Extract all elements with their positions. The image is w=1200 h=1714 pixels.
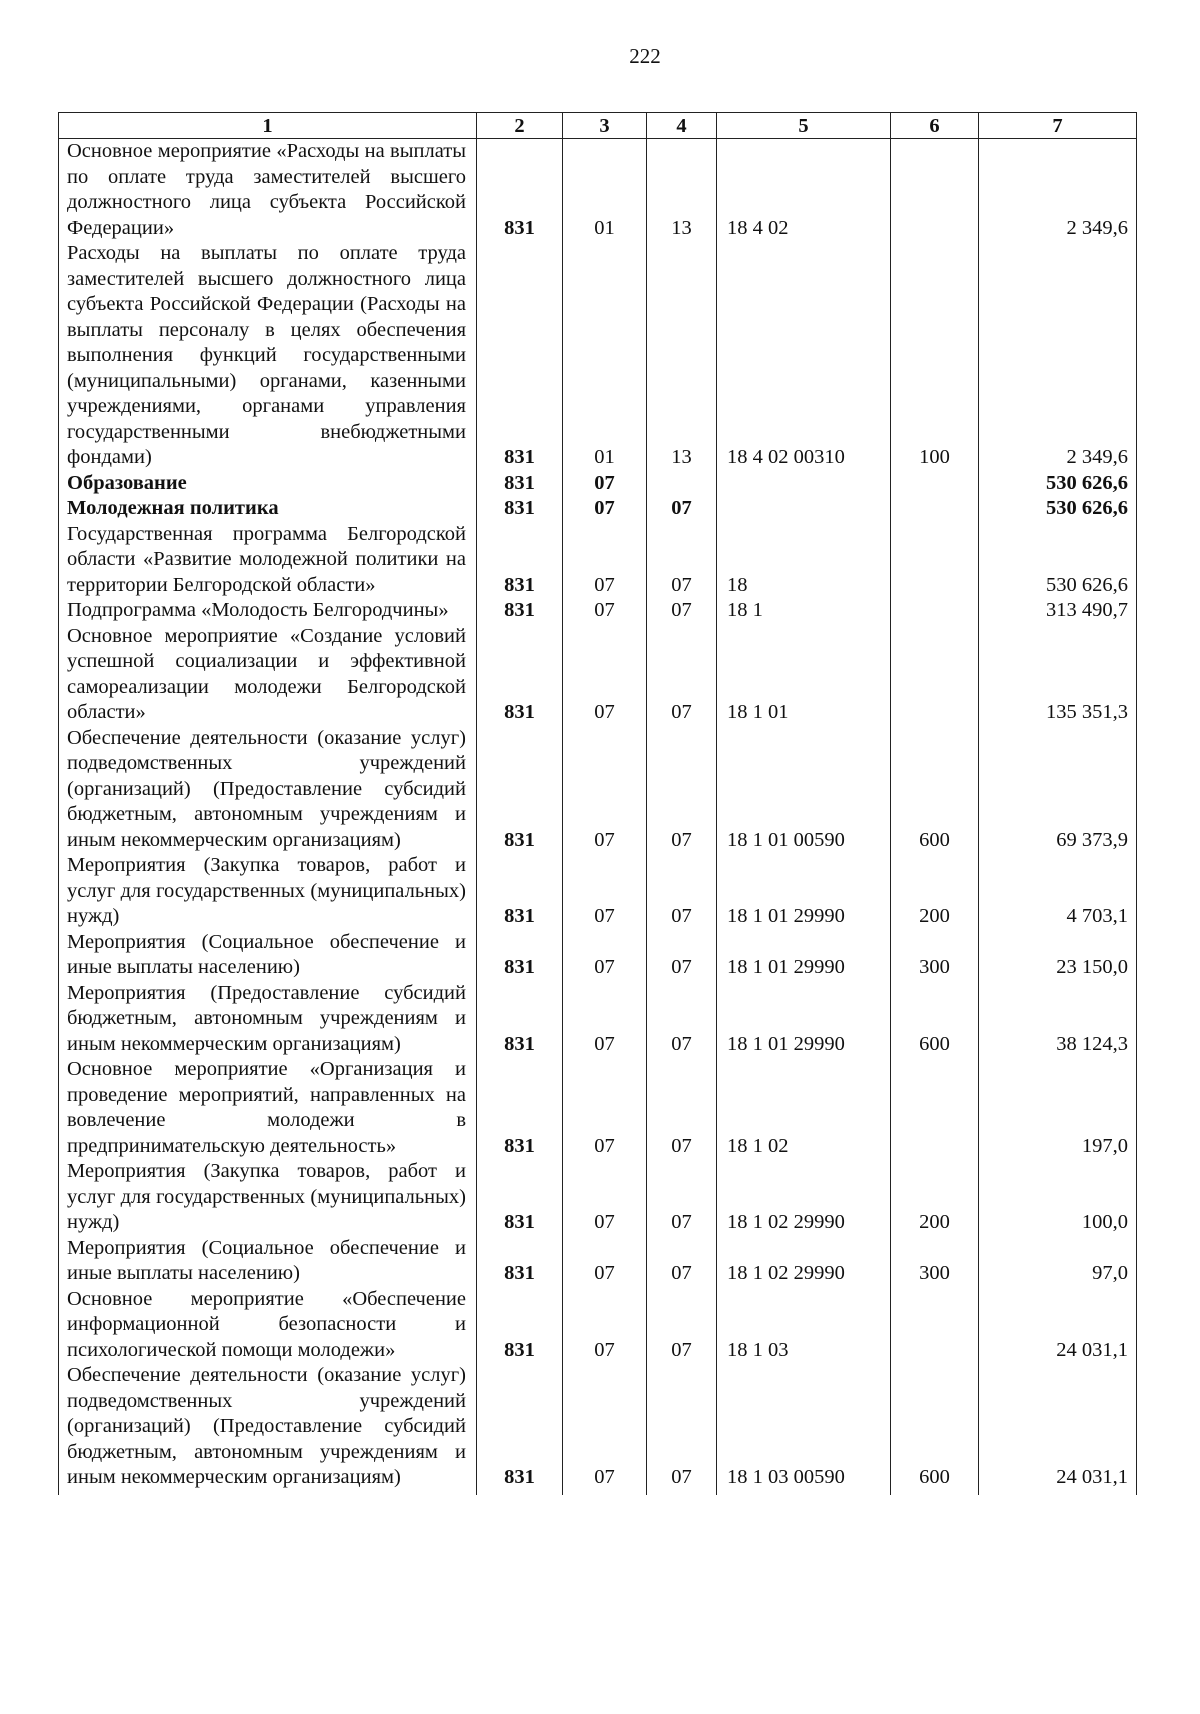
row-amount: 313 490,7 bbox=[979, 598, 1137, 624]
row-vr: 600 bbox=[891, 1363, 979, 1495]
row-razdel: 07 bbox=[563, 930, 647, 981]
row-podrazdel: 07 bbox=[647, 1363, 717, 1495]
row-amount: 197,0 bbox=[979, 1057, 1137, 1159]
table-row bbox=[59, 139, 1137, 242]
row-csr: 18 bbox=[717, 522, 891, 599]
row-vr bbox=[891, 1057, 979, 1159]
row-csr: 18 1 03 bbox=[717, 1287, 891, 1364]
table-row bbox=[59, 1057, 1137, 1159]
row-csr: 18 1 01 00590 bbox=[717, 726, 891, 854]
row-admin: 831 bbox=[477, 496, 563, 522]
table-row bbox=[59, 853, 1137, 930]
row-podrazdel: 07 bbox=[647, 1159, 717, 1236]
row-podrazdel bbox=[647, 471, 717, 497]
row-razdel: 07 bbox=[563, 726, 647, 854]
row-razdel: 07 bbox=[563, 598, 647, 624]
row-csr: 18 4 02 bbox=[717, 139, 891, 242]
row-razdel: 07 bbox=[563, 1057, 647, 1159]
table-row bbox=[59, 1363, 1137, 1495]
row-vr bbox=[891, 1287, 979, 1364]
row-csr: 18 1 02 bbox=[717, 1057, 891, 1159]
table-row bbox=[59, 981, 1137, 1058]
row-vr: 300 bbox=[891, 1236, 979, 1287]
table-row bbox=[59, 471, 1137, 497]
budget-table bbox=[58, 112, 1137, 1495]
table-row bbox=[59, 496, 1137, 522]
header-col-6: 6 bbox=[891, 113, 979, 139]
row-csr: 18 1 bbox=[717, 598, 891, 624]
row-name: Основное мероприятие «Обеспечение информационной безопасности и психологической помощи молодежи» bbox=[59, 1287, 477, 1364]
row-admin: 831 bbox=[477, 139, 563, 242]
row-admin: 831 bbox=[477, 241, 563, 471]
row-admin: 831 bbox=[477, 471, 563, 497]
row-podrazdel: 07 bbox=[647, 1287, 717, 1364]
row-csr: 18 1 01 29990 bbox=[717, 853, 891, 930]
row-amount: 135 351,3 bbox=[979, 624, 1137, 726]
row-name: Обеспечение деятельности (оказание услуг) подведомственных учреждений (организаций) (Предоставление субсидий бюджетным, автономным учреждениям и иным некоммерческим организациям) bbox=[59, 726, 477, 854]
row-podrazdel: 07 bbox=[647, 1057, 717, 1159]
row-razdel: 07 bbox=[563, 981, 647, 1058]
table-row bbox=[59, 624, 1137, 726]
row-amount: 24 031,1 bbox=[979, 1287, 1137, 1364]
row-name: Мероприятия (Предоставление субсидий бюджетным, автономным учреждениям и иным некоммерческим организациям) bbox=[59, 981, 477, 1058]
row-podrazdel: 07 bbox=[647, 726, 717, 854]
row-name: Молодежная политика bbox=[59, 496, 477, 522]
row-podrazdel: 07 bbox=[647, 624, 717, 726]
header-col-3: 3 bbox=[563, 113, 647, 139]
row-podrazdel: 13 bbox=[647, 241, 717, 471]
row-name: Мероприятия (Социальное обеспечение и иные выплаты населению) bbox=[59, 930, 477, 981]
row-vr bbox=[891, 471, 979, 497]
row-vr: 200 bbox=[891, 1159, 979, 1236]
row-admin: 831 bbox=[477, 930, 563, 981]
row-name: Обеспечение деятельности (оказание услуг) подведомственных учреждений (организаций) (Предоставление субсидий бюджетным, автономным учреждениям и иным некоммерческим организациям) bbox=[59, 1363, 477, 1495]
table-row bbox=[59, 1287, 1137, 1364]
row-admin: 831 bbox=[477, 598, 563, 624]
row-csr: 18 4 02 00310 bbox=[717, 241, 891, 471]
table-row bbox=[59, 522, 1137, 599]
row-razdel: 01 bbox=[563, 241, 647, 471]
row-razdel: 07 bbox=[563, 1159, 647, 1236]
row-amount: 24 031,1 bbox=[979, 1363, 1137, 1495]
row-vr bbox=[891, 496, 979, 522]
row-name: Расходы на выплаты по оплате труда заместителей высшего должностного лица субъекта Российской Федерации (Расходы на выплаты персоналу в целях обеспечения выполнения функций государственными (муниципальными) органами, казенными учреждениями, органами управления государственными внебюджетными фондами) bbox=[59, 241, 477, 471]
row-amount: 97,0 bbox=[979, 1236, 1137, 1287]
row-admin: 831 bbox=[477, 1363, 563, 1495]
row-csr: 18 1 01 29990 bbox=[717, 981, 891, 1058]
row-amount: 530 626,6 bbox=[979, 522, 1137, 599]
row-podrazdel: 07 bbox=[647, 981, 717, 1058]
row-vr bbox=[891, 522, 979, 599]
row-csr: 18 1 03 00590 bbox=[717, 1363, 891, 1495]
row-admin: 831 bbox=[477, 522, 563, 599]
row-podrazdel: 07 bbox=[647, 930, 717, 981]
row-admin: 831 bbox=[477, 726, 563, 854]
row-amount: 530 626,6 bbox=[979, 496, 1137, 522]
row-admin: 831 bbox=[477, 1159, 563, 1236]
row-razdel: 07 bbox=[563, 624, 647, 726]
row-vr bbox=[891, 139, 979, 242]
row-podrazdel: 13 bbox=[647, 139, 717, 242]
table-row bbox=[59, 726, 1137, 854]
table-row bbox=[59, 598, 1137, 624]
header-col-1: 1 bbox=[59, 113, 477, 139]
row-amount: 4 703,1 bbox=[979, 853, 1137, 930]
row-name: Основное мероприятие «Организация и проведение мероприятий, направленных на вовлечение молодежи в предпринимательскую деятельность» bbox=[59, 1057, 477, 1159]
row-amount: 69 373,9 bbox=[979, 726, 1137, 854]
row-vr: 100 bbox=[891, 241, 979, 471]
row-razdel: 01 bbox=[563, 139, 647, 242]
row-podrazdel: 07 bbox=[647, 598, 717, 624]
row-amount: 23 150,0 bbox=[979, 930, 1137, 981]
row-name: Мероприятия (Закупка товаров, работ и услуг для государственных (муниципальных) нужд) bbox=[59, 853, 477, 930]
table-row bbox=[59, 1236, 1137, 1287]
table-header bbox=[59, 113, 1137, 139]
row-razdel: 07 bbox=[563, 496, 647, 522]
row-amount: 38 124,3 bbox=[979, 981, 1137, 1058]
row-admin: 831 bbox=[477, 1236, 563, 1287]
header-col-5: 5 bbox=[717, 113, 891, 139]
row-vr: 600 bbox=[891, 981, 979, 1058]
row-csr: 18 1 02 29990 bbox=[717, 1159, 891, 1236]
row-vr: 300 bbox=[891, 930, 979, 981]
row-admin: 831 bbox=[477, 853, 563, 930]
header-row bbox=[59, 113, 1137, 139]
table-row bbox=[59, 930, 1137, 981]
row-amount: 530 626,6 bbox=[979, 471, 1137, 497]
row-amount: 2 349,6 bbox=[979, 241, 1137, 471]
row-razdel: 07 bbox=[563, 1236, 647, 1287]
row-csr: 18 1 01 bbox=[717, 624, 891, 726]
row-admin: 831 bbox=[477, 1057, 563, 1159]
row-name: Подпрограмма «Молодость Белгородчины» bbox=[59, 598, 477, 624]
row-podrazdel: 07 bbox=[647, 853, 717, 930]
row-vr: 200 bbox=[891, 853, 979, 930]
row-razdel: 07 bbox=[563, 1363, 647, 1495]
row-csr bbox=[717, 471, 891, 497]
row-name: Мероприятия (Закупка товаров, работ и услуг для государственных (муниципальных) нужд) bbox=[59, 1159, 477, 1236]
row-name: Образование bbox=[59, 471, 477, 497]
row-vr bbox=[891, 598, 979, 624]
row-podrazdel: 07 bbox=[647, 496, 717, 522]
row-admin: 831 bbox=[477, 1287, 563, 1364]
header-col-4: 4 bbox=[647, 113, 717, 139]
row-razdel: 07 bbox=[563, 471, 647, 497]
table-body bbox=[59, 139, 1137, 1495]
row-vr bbox=[891, 624, 979, 726]
row-csr bbox=[717, 496, 891, 522]
row-amount: 2 349,6 bbox=[979, 139, 1137, 242]
row-podrazdel: 07 bbox=[647, 1236, 717, 1287]
row-name: Государственная программа Белгородской области «Развитие молодежной политики на территории Белгородской области» bbox=[59, 522, 477, 599]
table-row bbox=[59, 1159, 1137, 1236]
table-row bbox=[59, 241, 1137, 471]
row-name: Основное мероприятие «Расходы на выплаты по оплате труда заместителей высшего должностного лица субъекта Российской Федерации» bbox=[59, 139, 477, 242]
row-name: Мероприятия (Социальное обеспечение и иные выплаты населению) bbox=[59, 1236, 477, 1287]
row-admin: 831 bbox=[477, 981, 563, 1058]
row-csr: 18 1 01 29990 bbox=[717, 930, 891, 981]
row-amount: 100,0 bbox=[979, 1159, 1137, 1236]
row-name: Основное мероприятие «Создание условий успешной социализации и эффективной самореализации молодежи Белгородской области» bbox=[59, 624, 477, 726]
row-csr: 18 1 02 29990 bbox=[717, 1236, 891, 1287]
row-razdel: 07 bbox=[563, 522, 647, 599]
row-podrazdel: 07 bbox=[647, 522, 717, 599]
row-vr: 600 bbox=[891, 726, 979, 854]
row-admin: 831 bbox=[477, 624, 563, 726]
row-razdel: 07 bbox=[563, 1287, 647, 1364]
header-col-2: 2 bbox=[477, 113, 563, 139]
page-number: 222 bbox=[629, 44, 661, 68]
row-razdel: 07 bbox=[563, 853, 647, 930]
header-col-7: 7 bbox=[979, 113, 1137, 139]
